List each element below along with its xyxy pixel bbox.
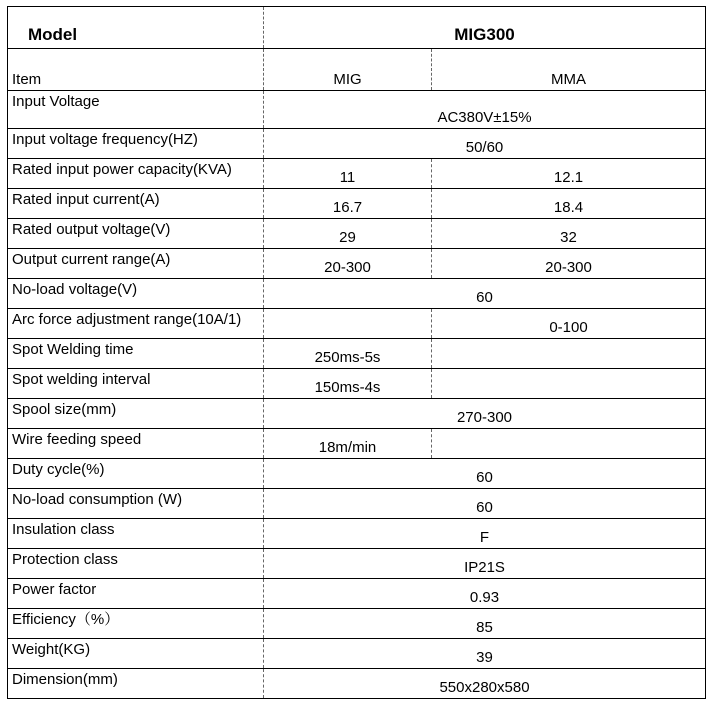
model-label: Model (8, 7, 264, 49)
row-label: Output current range(A) (8, 249, 264, 279)
row-mig-value: 18m/min (264, 429, 432, 459)
row-label: Weight(KG) (8, 639, 264, 669)
row-label: Rated input current(A) (8, 189, 264, 219)
row-mma-value (432, 339, 706, 369)
row-value: 60 (264, 459, 706, 489)
spec-table (7, 6, 706, 699)
row-label: Dimension(mm) (8, 669, 264, 699)
row-mig-value: 250ms-5s (264, 339, 432, 369)
table-row (8, 189, 706, 219)
table-row (8, 249, 706, 279)
table-row (8, 219, 706, 249)
row-mma-value: 0-100 (432, 309, 706, 339)
row-label: Input voltage frequency(HZ) (8, 129, 264, 159)
row-value: 50/60 (264, 129, 706, 159)
table-row (8, 669, 706, 699)
row-value: IP21S (264, 549, 706, 579)
row-value: 0.93 (264, 579, 706, 609)
row-value: 85 (264, 609, 706, 639)
table-row (8, 519, 706, 549)
row-label: Spool size(mm) (8, 399, 264, 429)
row-label: No-load voltage(V) (8, 279, 264, 309)
row-value: 39 (264, 639, 706, 669)
row-mma-value: 18.4 (432, 189, 706, 219)
row-mig-value: 16.7 (264, 189, 432, 219)
row-label: Power factor (8, 579, 264, 609)
table-row (8, 609, 706, 639)
row-mma-value: 32 (432, 219, 706, 249)
table-row (8, 309, 706, 339)
table-row (8, 279, 706, 309)
row-value: 60 (264, 489, 706, 519)
row-label: Spot welding interval (8, 369, 264, 399)
row-mig-value: 150ms-4s (264, 369, 432, 399)
row-value: 270-300 (264, 399, 706, 429)
table-row (8, 159, 706, 189)
row-mma-value: 20-300 (432, 249, 706, 279)
table-row (8, 459, 706, 489)
row-mig-value: 29 (264, 219, 432, 249)
row-value: 60 (264, 279, 706, 309)
row-mma-value (432, 369, 706, 399)
row-label: Duty cycle(%) (8, 459, 264, 489)
row-mig-value: 11 (264, 159, 432, 189)
row-value: 550x280x580 (264, 669, 706, 699)
table-row (8, 549, 706, 579)
row-mma-value (432, 429, 706, 459)
row-label: Rated input power capacity(KVA) (8, 159, 264, 189)
table-row (8, 489, 706, 519)
row-label: Insulation class (8, 519, 264, 549)
table-row (8, 429, 706, 459)
row-mig-value (264, 309, 432, 339)
table-row (8, 639, 706, 669)
row-mig-value: 20-300 (264, 249, 432, 279)
header-row (8, 7, 706, 49)
row-value: F (264, 519, 706, 549)
mig-column-label: MIG (264, 49, 432, 91)
row-label: No-load consumption (W) (8, 489, 264, 519)
row-mma-value: 12.1 (432, 159, 706, 189)
item-label: Item (8, 49, 264, 91)
table-row (8, 339, 706, 369)
subheader-row (8, 49, 706, 91)
row-label: Spot Welding time (8, 339, 264, 369)
row-label: Input Voltage (8, 91, 264, 129)
row-label: Wire feeding speed (8, 429, 264, 459)
model-value: MIG300 (264, 7, 706, 49)
row-value: AC380V±15% (264, 91, 706, 129)
row-label: Rated output voltage(V) (8, 219, 264, 249)
table-row (8, 129, 706, 159)
row-label: Protection class (8, 549, 264, 579)
row-label: Arc force adjustment range(10A/1) (8, 309, 264, 339)
row-label: Efficiency（%） (8, 609, 264, 639)
mma-column-label: MMA (432, 49, 706, 91)
table-row (8, 369, 706, 399)
table-row (8, 579, 706, 609)
table-row (8, 91, 706, 129)
table-row (8, 399, 706, 429)
